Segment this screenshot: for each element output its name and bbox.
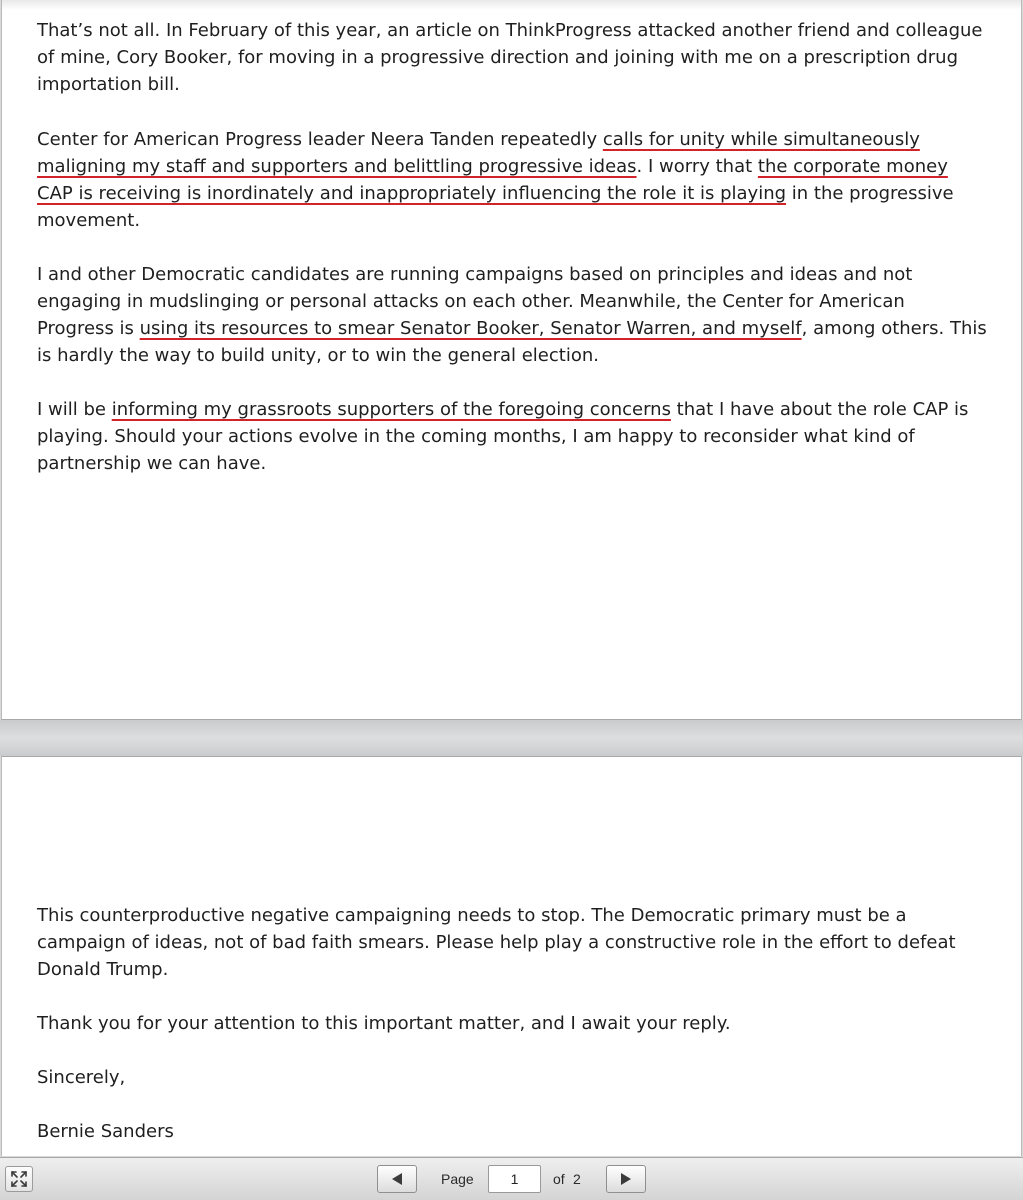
text-segment: campaign of ideas, not of bad faith smears. Please help play a constructive role in the effort to defeat [37,932,956,953]
underlined-text: calls for unity while simultaneously [602,129,920,150]
paragraph-signature [37,1118,174,1145]
expand-button[interactable] [5,1166,33,1192]
underlined-text: maligning my staff and supporters and belittling progressive ideas [37,156,637,177]
text-segment: engaging in mudslinging or personal attacks on each other. Meanwhile, the Center for American [37,291,905,312]
paragraph-thinkprogress [37,17,982,98]
text-segment: This counterproductive negative campaigning needs to stop. The Democratic primary must be a [37,905,907,926]
viewer-toolbar [0,1157,1023,1200]
next-page-button[interactable] [606,1165,646,1193]
page-separator [0,720,1023,756]
document-page-1 [1,0,1022,720]
text-segment: Progress is [37,318,140,339]
underlined-text: the corporate money [757,156,948,177]
expand-arrows-icon [6,1167,32,1191]
underlined-text: CAP is receiving is inordinately and inappropriately influencing the role it is playing [37,183,787,204]
text-segment: Sincerely, [37,1067,126,1088]
underlined-text: using its resources to smear Senator Booker, Senator Warren, and myself [139,318,802,339]
paragraph-neera-tanden [37,126,954,234]
total-pages: 2 [573,1171,581,1187]
text-segment: That’s not all. In February of this year, an article on ThinkProgress attacked another friend and colleague [37,20,983,41]
paragraph-grassroots [37,396,968,477]
text-segment: of mine, Cory Booker, for moving in a progressive direction and joining with me on a prescription drug [37,47,958,68]
triangle-right-icon [618,1172,634,1186]
text-segment: playing. Should your actions evolve in the coming months, I am happy to reconsider what kind of [37,426,915,447]
of-label: of [553,1171,565,1187]
page-number-input[interactable] [488,1165,541,1193]
triangle-left-icon [389,1172,405,1186]
text-segment: Bernie Sanders [37,1121,174,1142]
underlined-text: informing my grassroots supporters of the foregoing concerns [111,399,671,420]
paragraph-democratic-candidates [37,261,987,369]
text-segment: is hardly the way to build unity, or to win the general election. [37,345,599,366]
document-page-2 [1,756,1022,1156]
text-segment: . I worry that [636,156,758,177]
text-segment: movement. [37,210,141,231]
paragraph-negative-campaigning [37,902,956,983]
paragraph-sincerely [37,1064,125,1091]
text-segment: in the progressive [786,183,954,204]
text-segment: that I have about the role CAP is [670,399,969,420]
text-segment: Center for American Progress leader Neera Tanden repeatedly [37,129,603,150]
text-segment: partnership we can have. [37,453,267,474]
text-segment: I and other Democratic candidates are running campaigns based on principles and ideas and not [37,264,913,285]
paragraph-thank-you [37,1010,731,1037]
text-segment: Donald Trump. [37,959,169,980]
text-segment: Thank you for your attention to this important matter, and I await your reply. [37,1013,731,1034]
text-segment: , among others. This [801,318,987,339]
page-top-shadow [2,0,1021,10]
page-label: Page [441,1171,474,1187]
previous-page-button[interactable] [377,1165,417,1193]
text-segment: importation bill. [37,74,180,95]
text-segment: I will be [37,399,112,420]
